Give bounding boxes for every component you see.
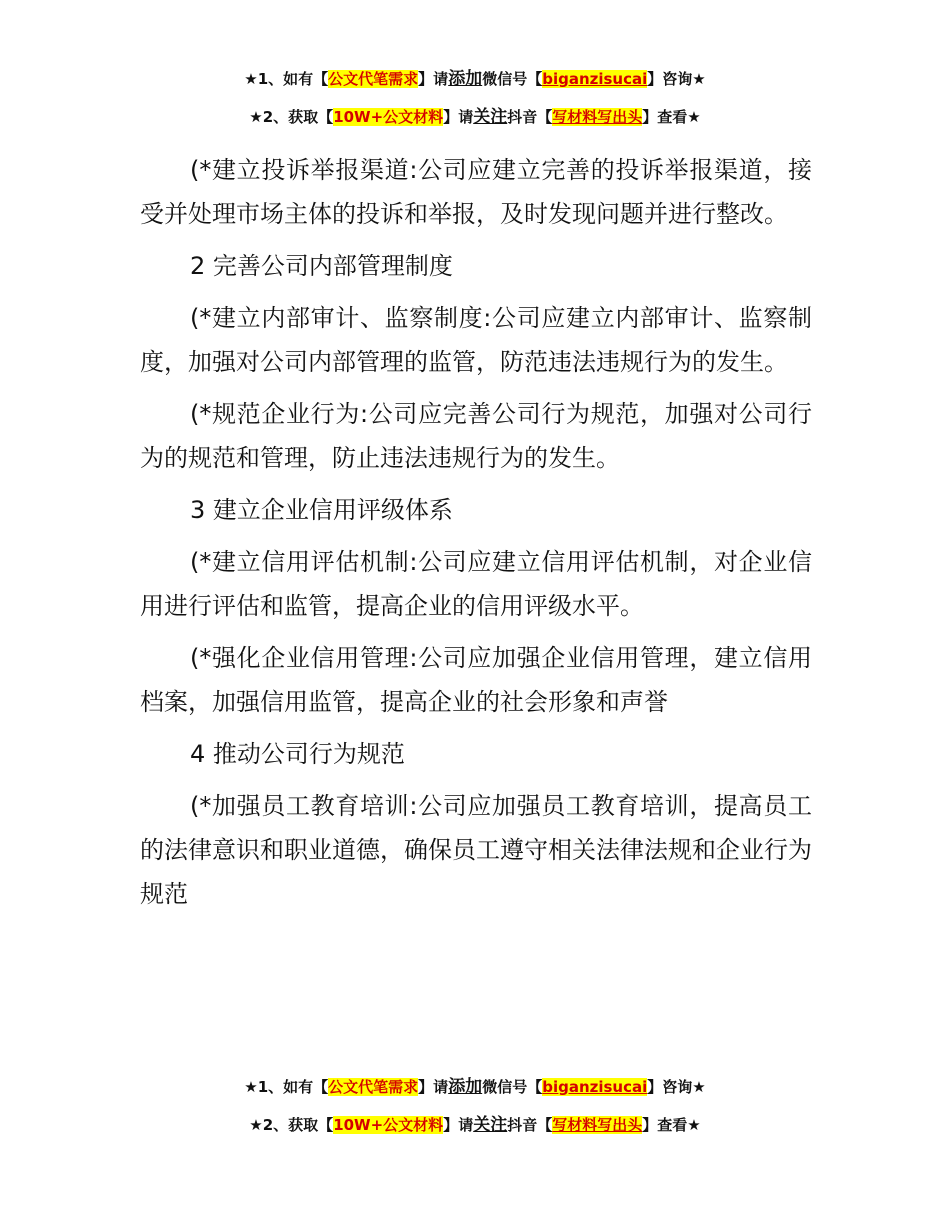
document-body: [140, 148, 812, 924]
promo-text: 】请: [418, 1078, 449, 1096]
section-heading-4: 4 推动公司行为规范: [190, 740, 405, 768]
promo-highlight-wechat-id: biganzisucai: [542, 1078, 648, 1096]
promo-emphasis-add: 添加: [448, 69, 483, 89]
promo-suffix: 】咨询★: [647, 1078, 706, 1096]
promo-text: 】请: [418, 70, 449, 88]
promo-text: 】请: [443, 108, 474, 126]
promo-emphasis-follow: 关注: [473, 107, 508, 127]
promo-prefix: ★2、获取【: [249, 1116, 334, 1134]
promo-suffix: 】咨询★: [647, 70, 706, 88]
promo-suffix: 】查看★: [642, 1116, 701, 1134]
section-heading-2: 2 完善公司内部管理制度: [190, 252, 453, 280]
promo-text: 微信号【: [482, 70, 543, 88]
promo-highlight-douyin-id: 写材料写出头: [552, 108, 643, 126]
promo-text: 】请: [443, 1116, 474, 1134]
promo-prefix: ★1、如有【: [244, 1078, 329, 1096]
paragraph-staff-training: (*加强员工教育培训:公司应加强员工教育培训，提高员工的法律意识和职业道德，确保员工遵守相关法律法规和企业行为规范: [140, 792, 812, 908]
paragraph-credit-management: (*强化企业信用管理:公司应加强企业信用管理，建立信用档案，加强信用监管，提高企业的社会形象和声誉: [140, 644, 812, 716]
paragraph-credit-assessment: (*建立信用评估机制:公司应建立信用评估机制，对企业信用进行评估和监管，提高企业的信用评级水平。: [140, 548, 812, 620]
promo-emphasis-follow: 关注: [473, 1115, 508, 1135]
promo-text: 微信号【: [482, 1078, 543, 1096]
promo-prefix: ★1、如有【: [244, 70, 329, 88]
promo-highlight-service: 公文代笔需求: [328, 70, 419, 88]
promo-text: 抖音【: [507, 1116, 553, 1134]
promo-highlight-materials: 10W+公文材料: [333, 1116, 444, 1134]
footer-promo-line-1: [0, 1076, 950, 1098]
header-promo-line-1: [0, 68, 950, 90]
promo-highlight-service: 公文代笔需求: [328, 1078, 419, 1096]
promo-prefix: ★2、获取【: [249, 108, 334, 126]
promo-highlight-douyin-id: 写材料写出头: [552, 1116, 643, 1134]
section-heading-3: 3 建立企业信用评级体系: [190, 496, 453, 524]
promo-highlight-materials: 10W+公文材料: [333, 108, 444, 126]
promo-suffix: 】查看★: [642, 108, 701, 126]
paragraph-complaint-channel: (*建立投诉举报渠道:公司应建立完善的投诉举报渠道，接受并处理市场主体的投诉和举报，及时发现问题并进行整改。: [140, 156, 812, 228]
promo-emphasis-add: 添加: [448, 1077, 483, 1097]
header-promo-line-2: [0, 106, 950, 128]
paragraph-regulate-behavior: (*规范企业行为:公司应完善公司行为规范，加强对公司行为的规范和管理，防止违法违规行为的发生。: [140, 400, 812, 472]
paragraph-internal-audit: (*建立内部审计、监察制度:公司应建立内部审计、监察制度，加强对公司内部管理的监管，防范违法违规行为的发生。: [140, 304, 812, 376]
footer-promo-line-2: [0, 1114, 950, 1136]
promo-highlight-wechat-id: biganzisucai: [542, 70, 648, 88]
promo-text: 抖音【: [507, 108, 553, 126]
